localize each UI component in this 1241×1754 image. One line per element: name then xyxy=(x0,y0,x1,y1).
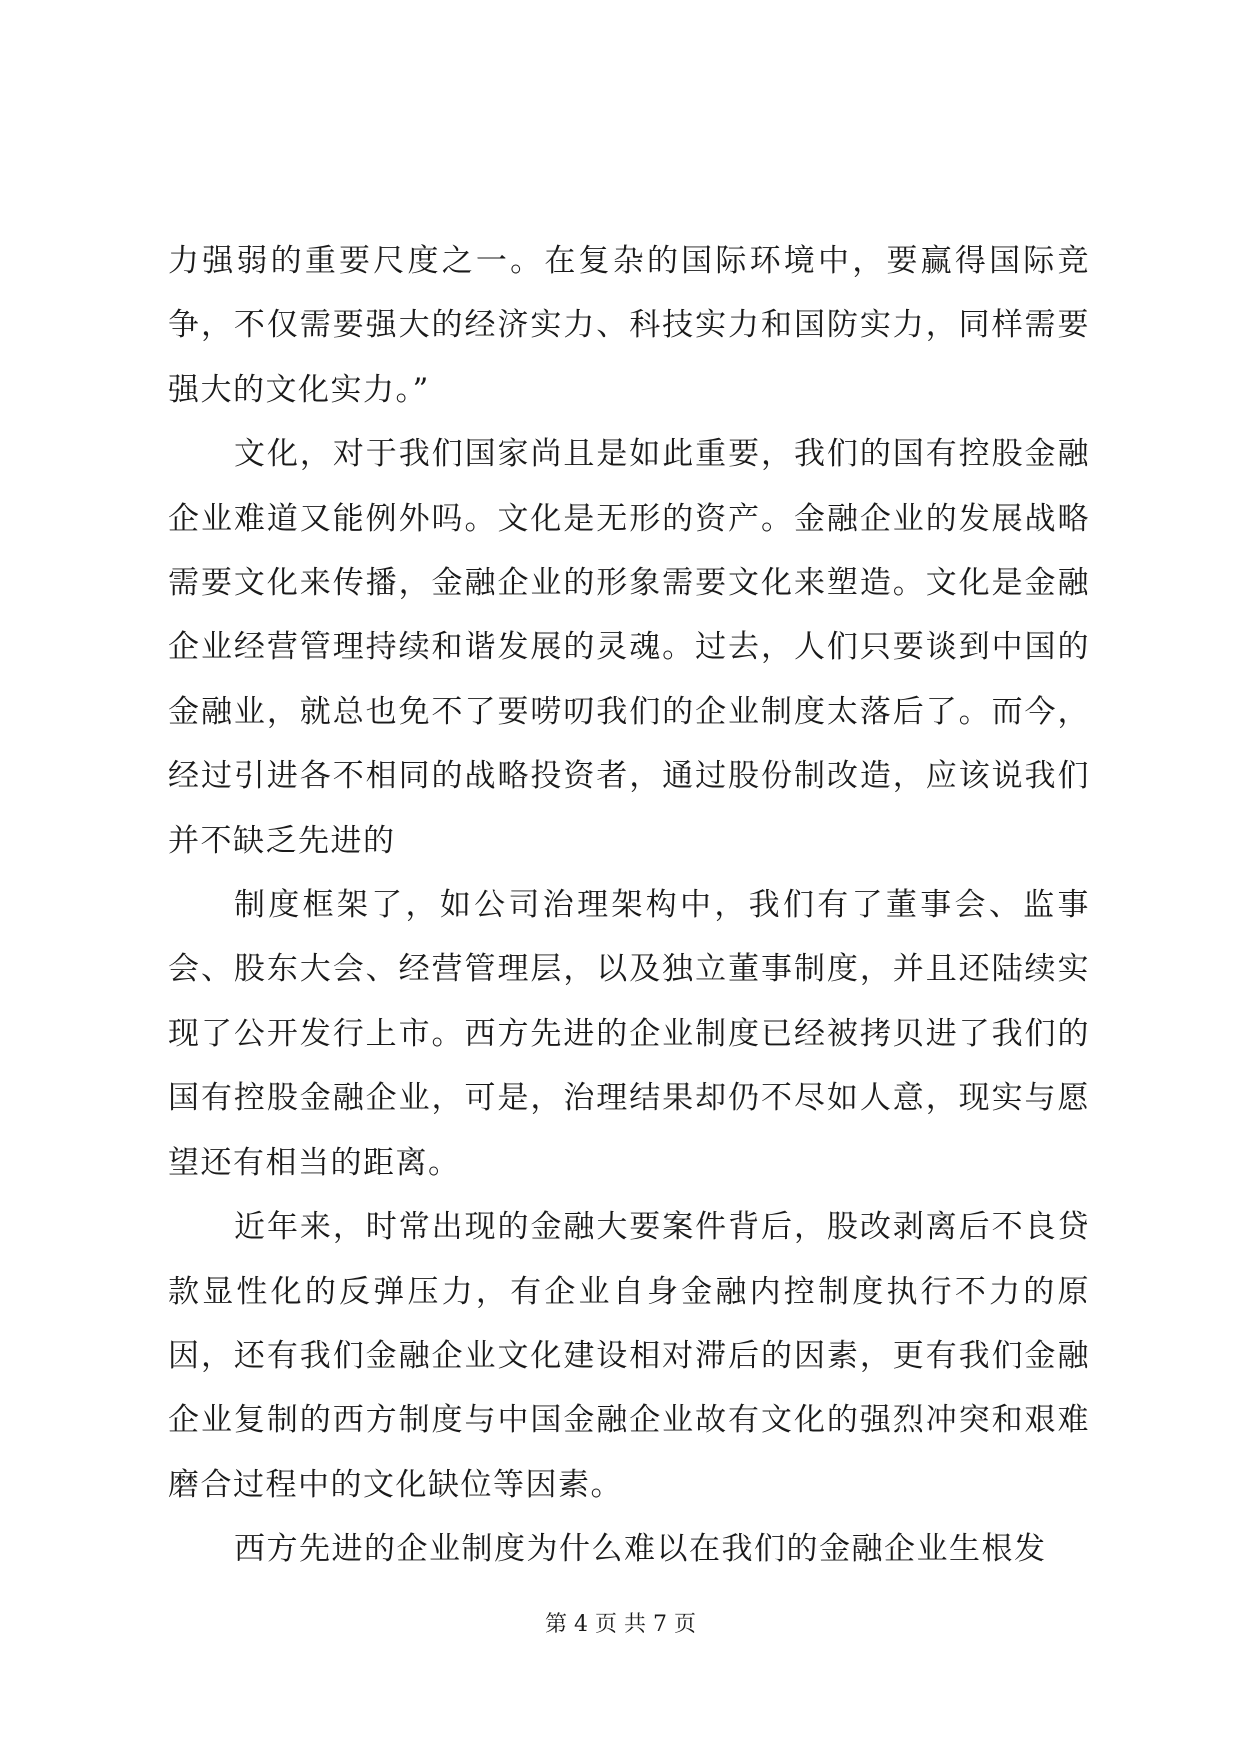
paragraph-2: 文化，对于我们国家尚且是如此重要，我们的国有控股金融企业难道又能例外吗。文化是无形的资产。金融企业的发展战略需要文化来传播，金融企业的形象需要文化来塑造。文化是金融企业经营管理持续和谐发展的灵魂。过去，人们只要谈到中国的金融业，就总也免不了要唠叨我们的企业制度太落后了。而今，经过引进各不相同的战略投资者，通过股份制改造，应该说我们并不缺乏先进的 xyxy=(168,436,1090,859)
paragraph-4: 近年来，时常出现的金融大要案件背后，股改剥离后不良贷款显性化的反弹压力，有企业自身金融内控制度执行不力的原因，还有我们金融企业文化建设相对滞后的因素，更有我们金融企业复制的西方制度与中国金融企业故有文化的强烈冲突和艰难磨合过程中的文化缺位等因素。 xyxy=(168,1209,1090,1503)
paragraph-3: 制度框架了，如公司治理架构中，我们有了董事会、监事会、股东大会、经营管理层，以及独立董事制度，并且还陆续实现了公开发行上市。西方先进的企业制度已经被拷贝进了我们的国有控股金融企业，可是，治理结果却仍不尽如人意，现实与愿望还有相当的距离。 xyxy=(168,887,1090,1181)
paragraph-1: 力强弱的重要尺度之一。在复杂的国际环境中，要赢得国际竞争，不仅需要强大的经济实力、科技实力和国防实力，同样需要强大的文化实力。” xyxy=(168,243,1090,408)
page-number-label: 第 4 页 共 7 页 xyxy=(545,1612,696,1637)
document-body xyxy=(168,229,1090,1582)
page-footer xyxy=(0,1610,1241,1640)
paragraph-5: 西方先进的企业制度为什么难以在我们的金融企业生根发 xyxy=(234,1531,1047,1568)
